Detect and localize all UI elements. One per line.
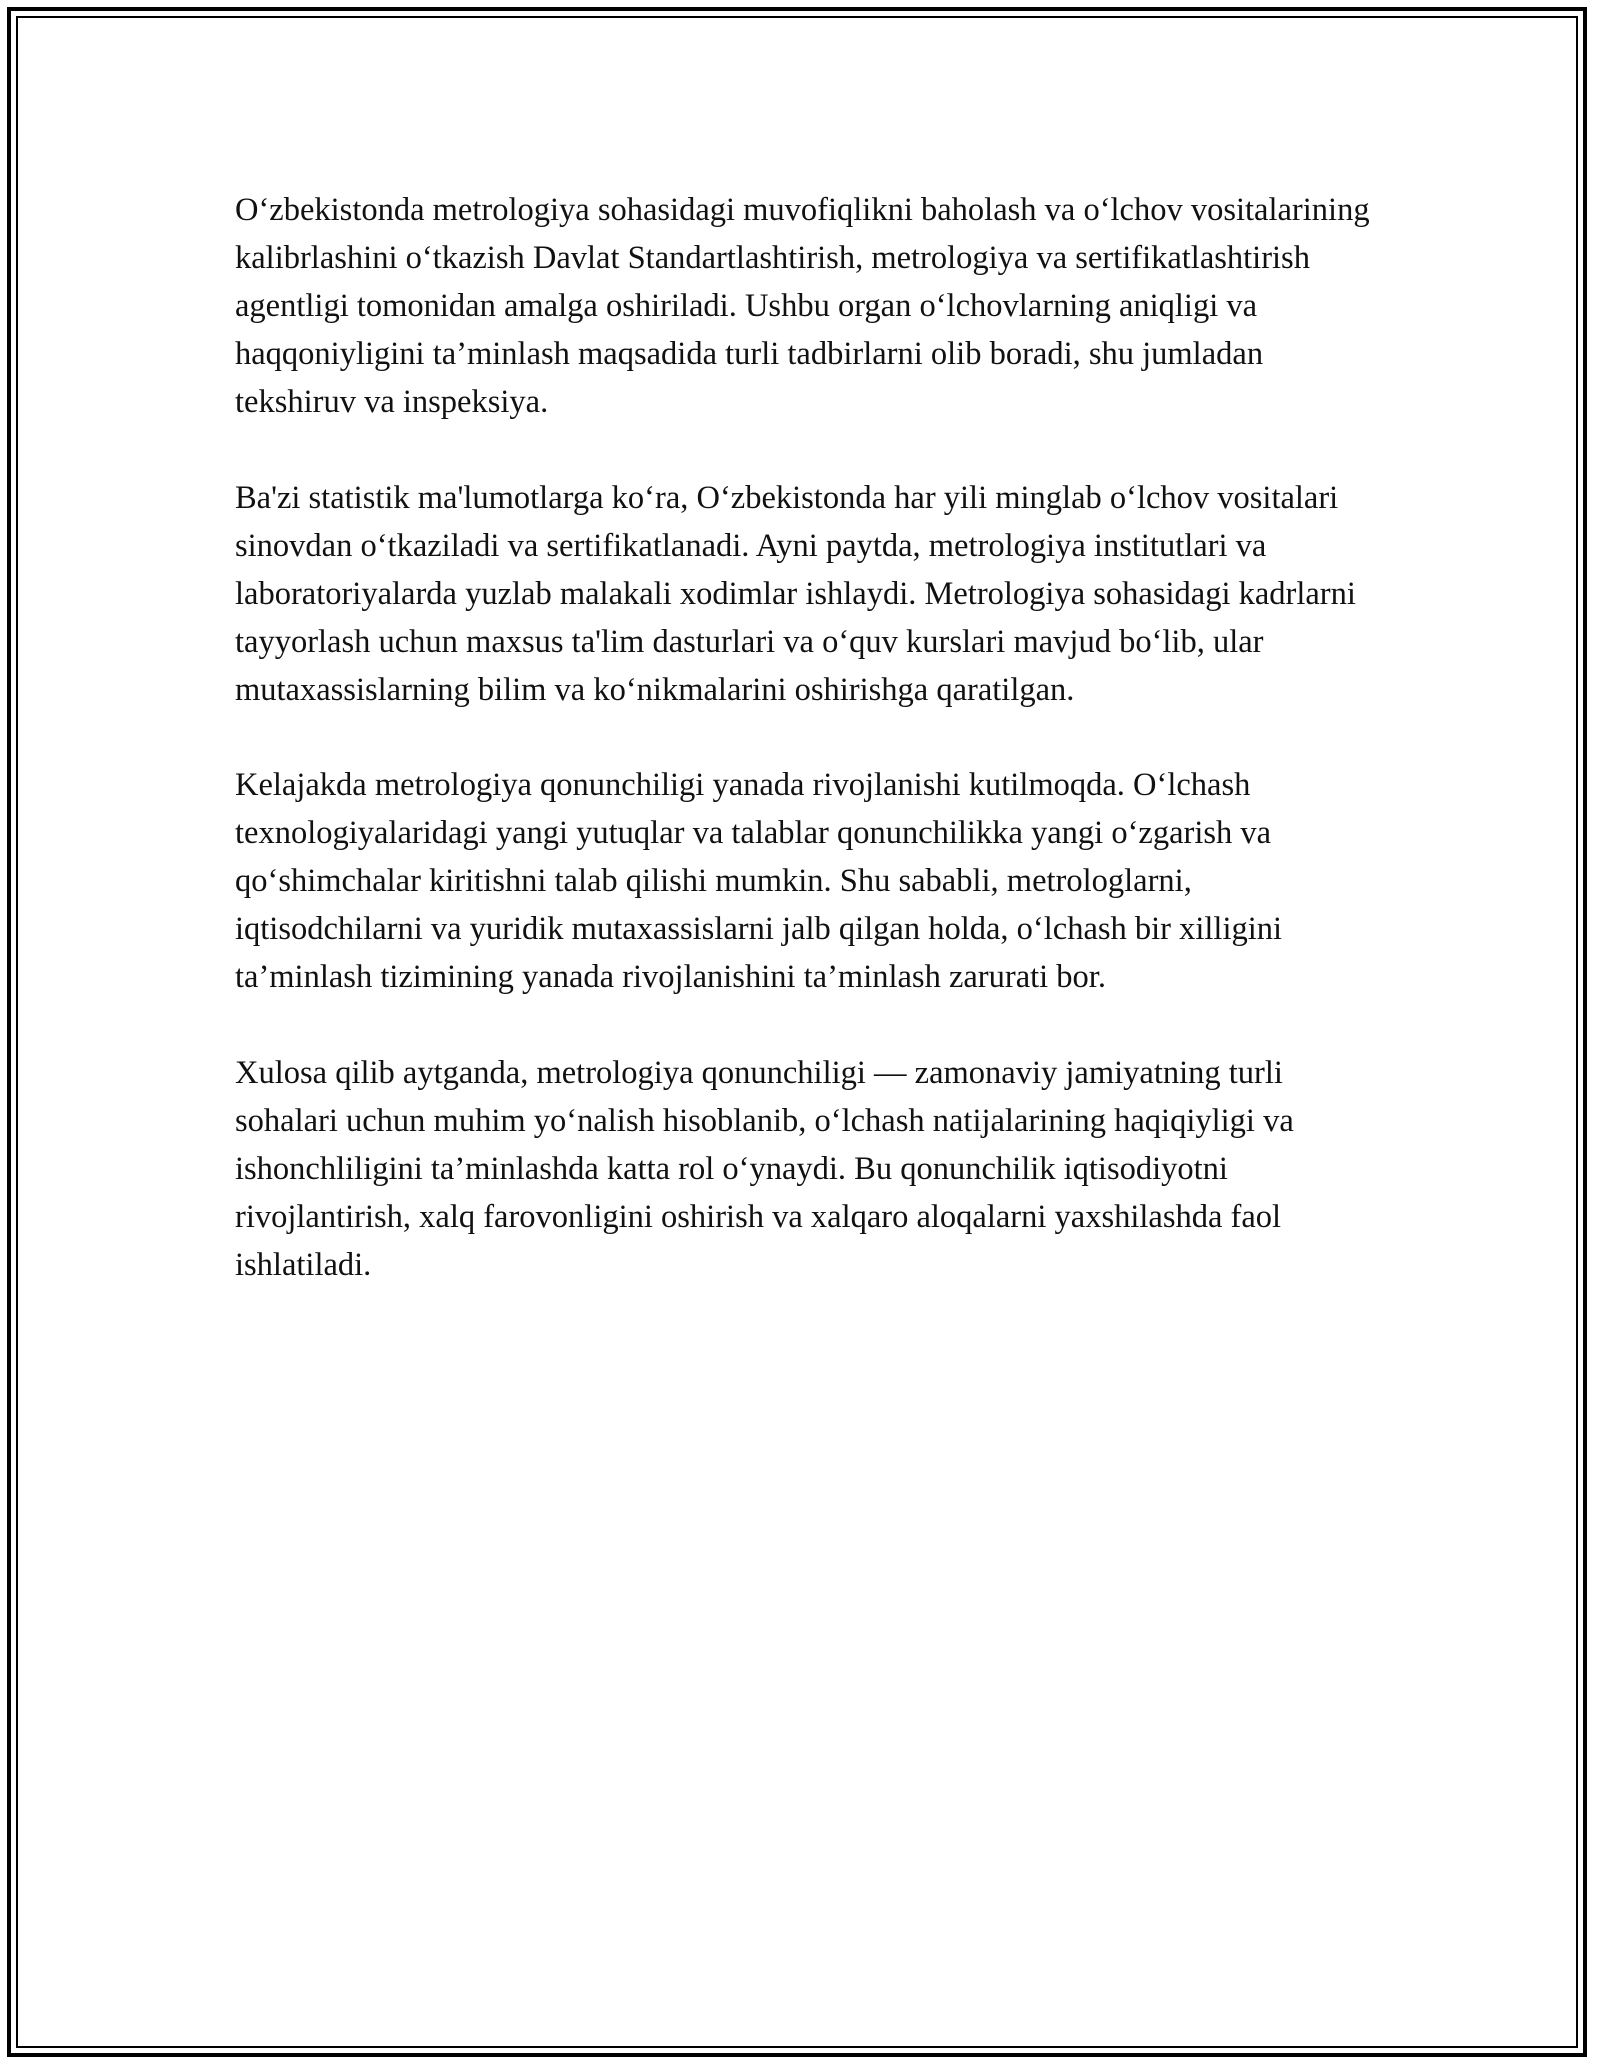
paragraph-2: Ba'zi statistik ma'lumotlarga ko‘ra, O‘zbekistonda har yili minglab o‘lchov vositalari sinovdan o‘tkaziladi va sertifikatlanadi. Ayni paytda, metrologiya institutlari va laboratoriyalarda yuzlab malakali xodimlar ishlaydi. Metrologiya sohasidagi kadrlarni tayyorlash uchun maxsus ta'lim dasturlari va o‘quv kurslari mavjud bo‘lib, ular mutaxassislarning bilim va ko‘nikmalarini oshirishga qaratilgan. — [235, 479, 1356, 708]
paragraph-4: Xulosa qilib aytganda, metrologiya qonunchiligi — zamonaviy jamiyatning turli sohalari uchun muhim yo‘nalish hisoblanib, o‘lchash natijalarining haqiqiyligi va ishonchliligini ta’minlashda katta rol o‘ynaydi. Bu qonunchilik iqtisodiyotni rivojlantirish, xalq farovonligini oshirish va xalqaro aloqalarni yaxshilashda faol ishlatiladi. — [235, 1054, 1294, 1283]
paragraph-1: O‘zbekistonda metrologiya sohasidagi muvofiqlikni baholash va o‘lchov vositalarining kalibrlashini o‘tkazish Davlat Standartlashtirish, metrologiya va sertifikatlashtirish agentligi tomonidan amalga oshiriladi. Ushbu organ o‘lchovlarning aniqligi va haqqoniyligini ta’minlash maqsadida turli tadbirlarni olib boradi, shu jumladan tekshiruv va inspeksiya. — [235, 192, 1370, 420]
paragraph-3: Kelajakda metrologiya qonunchiligi yanada rivojlanishi kutilmoqda. O‘lchash texnologiyalaridagi yangi yutuqlar va talablar qonunchilikka yangi o‘zgarish va qo‘shimchalar kiritishni talab qilishi mumkin. Shu sababli, metrologlarni, iqtisodchilarni va yuridik mutaxassislarni jalb qilgan holda, o‘lchash bir xilligini ta’minlash tizimining yanada rivojlanishini ta’minlash zarurati bor. — [235, 767, 1283, 995]
document-body — [235, 186, 1370, 1289]
